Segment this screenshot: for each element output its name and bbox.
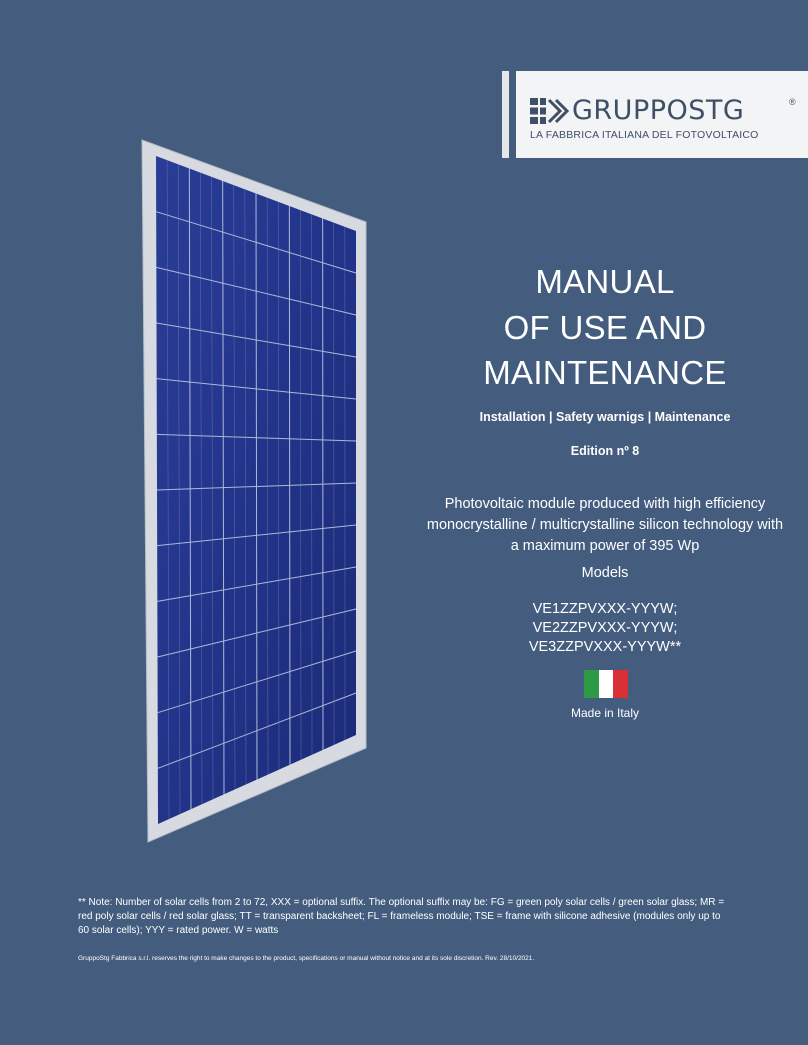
product-description	[420, 494, 790, 557]
made-in-italy: Made in Italy	[570, 706, 640, 720]
italian-flag-icon	[584, 670, 628, 698]
logo-accent-bar	[502, 71, 509, 158]
flag-stripe-red	[613, 670, 628, 698]
company-logo	[516, 71, 808, 158]
models-list	[430, 600, 780, 657]
grupposg-logo-icon	[530, 98, 570, 124]
edition: Edition nº 8	[570, 444, 640, 458]
registered-mark: ®	[789, 97, 796, 107]
description-line-3: a maximum power of 395 Wp	[510, 538, 700, 554]
solar-panel-illustration	[130, 130, 390, 850]
model-item: VE2ZZPVXXX-YYYW;	[532, 620, 678, 636]
title-line-3: MAINTENANCE	[483, 354, 727, 391]
legal-disclaimer: GruppoStg Fabbrica s.r.l. reserves the right to make changes to the product, specifications or manual without notice and at its sole discretion. Rev. 28/10/2021.	[78, 955, 535, 962]
logo-tagline: LA FABBRICA ITALIANA DEL FOTOVOLTAICO	[530, 129, 759, 141]
model-item: VE1ZZPVXXX-YYYW;	[532, 601, 678, 617]
flag-stripe-green	[584, 670, 599, 698]
subtitle: Installation | Safety warnigs | Maintenance	[479, 410, 731, 424]
models-label: Models	[581, 565, 629, 581]
flag-stripe-white	[599, 670, 614, 698]
description-line-1: Photovoltaic module produced with high efficiency	[444, 496, 766, 512]
footnote: ** Note: Number of solar cells from 2 to 72, XXX = optional suffix. The optional suffix may be: FG = green poly solar cells / green solar glass; MR = red poly solar cells / red solar glass; TT = transparent backsheet; FL = frameless module; TSE = frame with silicone adhesive (modules only up to 60 solar cells); YYY = rated power. W = watts	[78, 897, 725, 936]
description-line-2: monocrystalline / multicrystalline silicon technology with	[426, 517, 784, 533]
logo-name: GRUPPOSTG	[572, 95, 745, 126]
model-item: VE3ZZPVXXX-YYYW**	[528, 639, 682, 655]
title-line-1: MANUAL	[535, 263, 675, 300]
title-line-2: OF USE AND	[503, 309, 707, 346]
